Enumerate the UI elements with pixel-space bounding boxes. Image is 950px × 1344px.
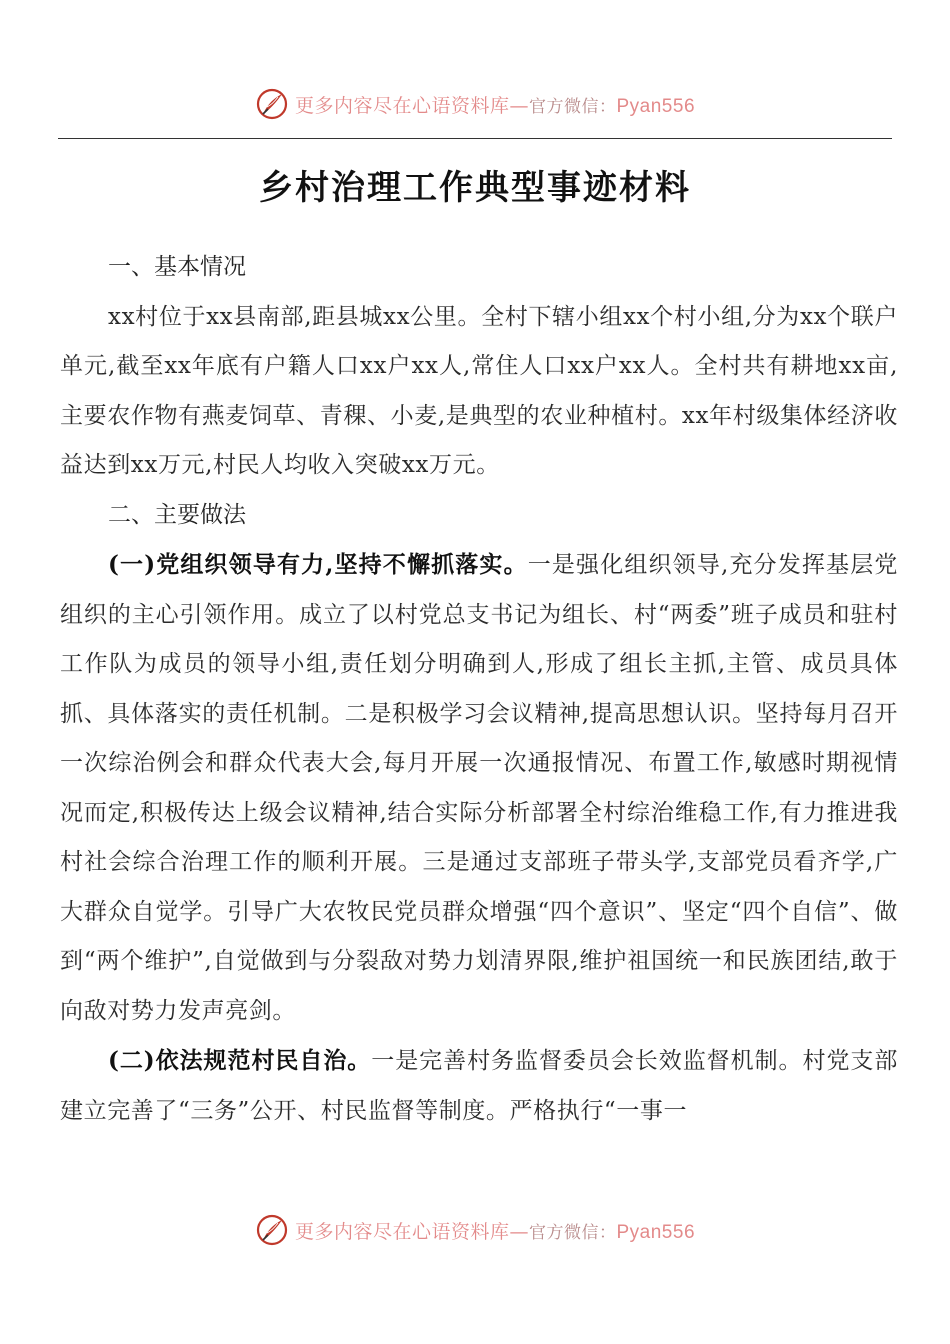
paragraph-item-2 [60,1036,898,1135]
header-banner [255,87,695,121]
page-header [0,84,950,124]
document-body [60,243,898,1135]
document-title: 乡村治理工作典型事迹材料 [259,168,691,208]
section-heading-main-methods: 二、主要做法 [108,501,246,528]
item-1-lead: (一)党组织领导有力,坚持不懈抓落实。 [108,551,528,578]
header-banner-text [295,91,695,118]
page-footer [0,1210,950,1250]
quill-pen-logo-icon [255,1213,289,1247]
footer-banner-text [295,1217,695,1244]
footer-banner-wechat: 官方微信： [529,1222,617,1243]
header-banner-handle: Pyan556 [616,95,696,117]
footer-banner [255,1213,695,1247]
item-2-lead: (二)依法规范村民自治。 [108,1047,372,1074]
quill-pen-logo-icon [255,87,289,121]
item-2-body: 一是完善村务监督委员会长效监督机制。村党支部建立完善了“三务”公开、村民监督等制度。严格执行“一事一 [60,1048,898,1124]
header-banner-main: 更多内容尽在心语资料库— [294,94,529,117]
footer-banner-main: 更多内容尽在心语资料库— [294,1220,529,1243]
header-banner-wechat: 官方微信： [529,96,617,117]
header-divider [58,138,892,139]
paragraph-item-1 [60,540,898,1036]
item-1-body: 一是强化组织领导,充分发挥基层党组织的主心引领作用。成立了以村党总支书记为组长、村“两委”班子成员和驻村工作队为成员的领导小组,责任划分明确到人,形成了组长主抓,主管、成员具体抓、具体落实的责任机制。二是积极学习会议精神,提高思想认识。坚持每月召开一次综治例会和群众代表大会,每月开展一次通报情况、布置工作,敏感时期视情况而定,积极传达上级会议精神,结合实际分析部署全村综治维稳工作,有力推进我村社会综合治理工作的顺利开展。三是通过支部班子带头学,支部党员看齐学,广大群众自觉学。引导广大农牧民党员群众增强“四个意识”、坚定“四个自信”、做到“两个维护”,自觉做到与分裂敌对势力划清界限,维护祖国统一和民族团结,敢于向敌对势力发声亮剑。 [60,552,899,1024]
section-heading-basic-info: 一、基本情况 [108,254,246,280]
paragraph-basic-info: xx村位于xx县南部,距县城xx公里。全村下辖小组xx个村小组,分为xx个联户单元,截至xx年底有户籍人口xx户xx人,常住人口xx户xx人。全村共有耕地xx亩,主要农作物有燕麦饲草、青稞、小麦,是典型的农业种植村。xx年村级集体经济收益达到xx万元,村民人均收入突破xx万元。 [60,303,898,478]
footer-banner-handle: Pyan556 [616,1221,696,1243]
